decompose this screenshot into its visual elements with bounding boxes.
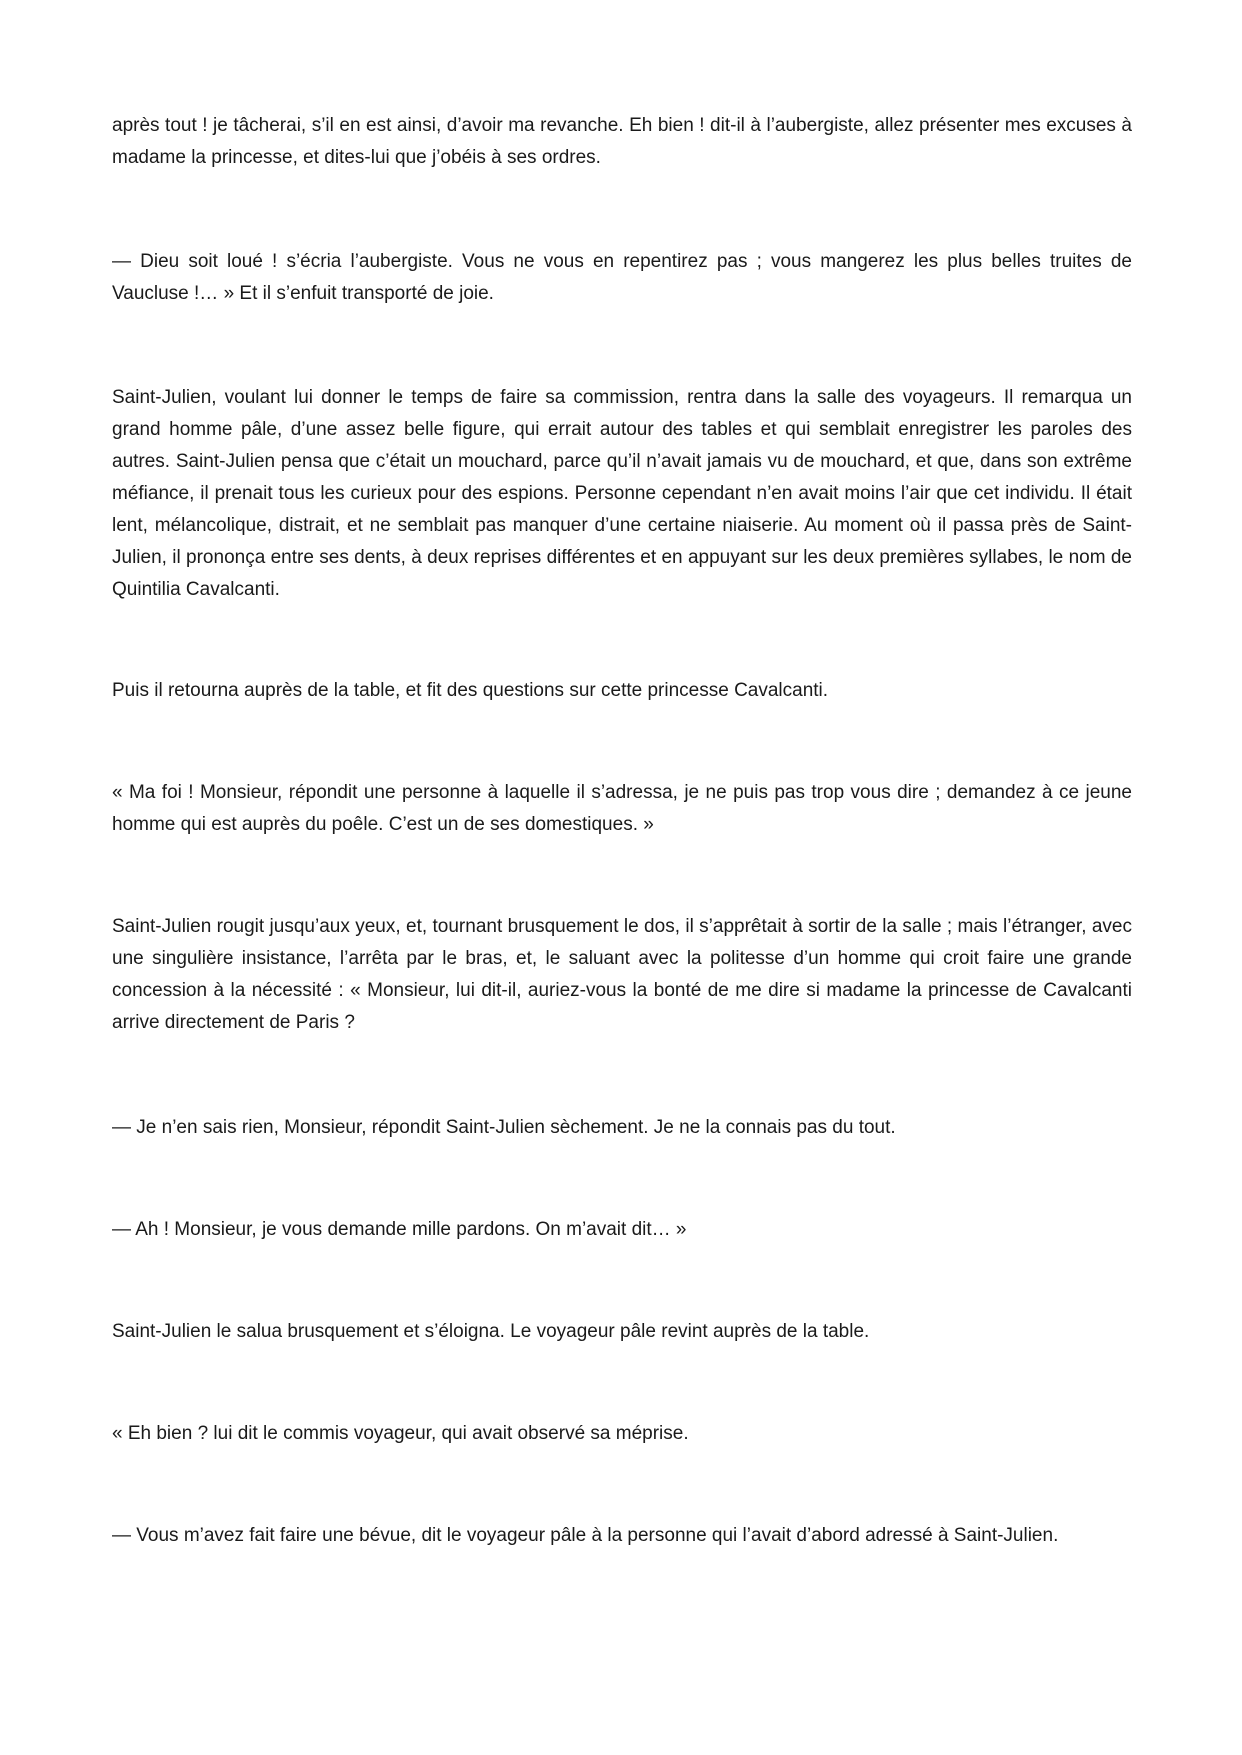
- paragraph-10: « Eh bien ? lui dit le commis voyageur, qui avait observé sa méprise.: [112, 1423, 689, 1444]
- paragraph-5: « Ma foi ! Monsieur, répondit une personne à laquelle il s’adressa, je ne puis pas trop vous dire ; demandez à ce jeune homme qui est auprès du poêle. C’est un de ses domestiques. »: [112, 782, 1132, 835]
- paragraph-8: — Ah ! Monsieur, je vous demande mille pardons. On m’avait dit… »: [112, 1219, 687, 1240]
- paragraph-4: Puis il retourna auprès de la table, et fit des questions sur cette princesse Cavalcanti.: [112, 680, 829, 701]
- paragraph-9: Saint-Julien le salua brusquement et s’éloigna. Le voyageur pâle revint auprès de la table.: [112, 1321, 870, 1342]
- document-page: [112, 0, 1132, 1755]
- paragraph-2: — Dieu soit loué ! s’écria l’aubergiste. Vous ne vous en repentirez pas ; vous mangerez les plus belles truites de Vaucluse !… » Et il s’enfuit transporté de joie.: [112, 251, 1132, 304]
- paragraph-3: Saint-Julien, voulant lui donner le temps de faire sa commission, rentra dans la salle des voyageurs. Il remarqua un grand homme pâle, d’une assez belle figure, qui errait autour des tables et qui semblait enregistrer les paroles des autres. Saint-Julien pensa que c’était un mouchard, parce qu’il n’avait jamais vu de mouchard, et que, dans son extrême méfiance, il prenait tous les curieux pour des espions. Personne cependant n’en avait moins l’air que cet individu. Il était lent, mélancolique, distrait, et ne semblait pas manquer d’une certaine niaiserie. Au moment où il passa près de Saint-Julien, il prononça entre ses dents, à deux reprises différentes et en appuyant sur les deux premières syllabes, le nom de Quintilia Cavalcanti.: [112, 387, 1132, 600]
- paragraph-1: après tout ! je tâcherai, s’il en est ainsi, d’avoir ma revanche. Eh bien ! dit-il à l’aubergiste, allez présenter mes excuses à madame la princesse, et dites-lui que j’obéis à ses ordres.: [112, 115, 1132, 168]
- paragraph-11: — Vous m’avez fait faire une bévue, dit le voyageur pâle à la personne qui l’avait d’abord adressé à Saint-Julien.: [112, 1525, 1059, 1546]
- paragraph-7: — Je n’en sais rien, Monsieur, répondit Saint-Julien sèchement. Je ne la connais pas du tout.: [112, 1117, 896, 1138]
- paragraph-6: Saint-Julien rougit jusqu’aux yeux, et, tournant brusquement le dos, il s’apprêtait à sortir de la salle ; mais l’étranger, avec une singulière insistance, l’arrêta par le bras, et, le saluant avec la politesse d’un homme qui croit faire une grande concession à la nécessité : « Monsieur, lui dit-il, auriez-vous la bonté de me dire si madame la princesse de Cavalcanti arrive directement de Paris ?: [112, 916, 1132, 1033]
